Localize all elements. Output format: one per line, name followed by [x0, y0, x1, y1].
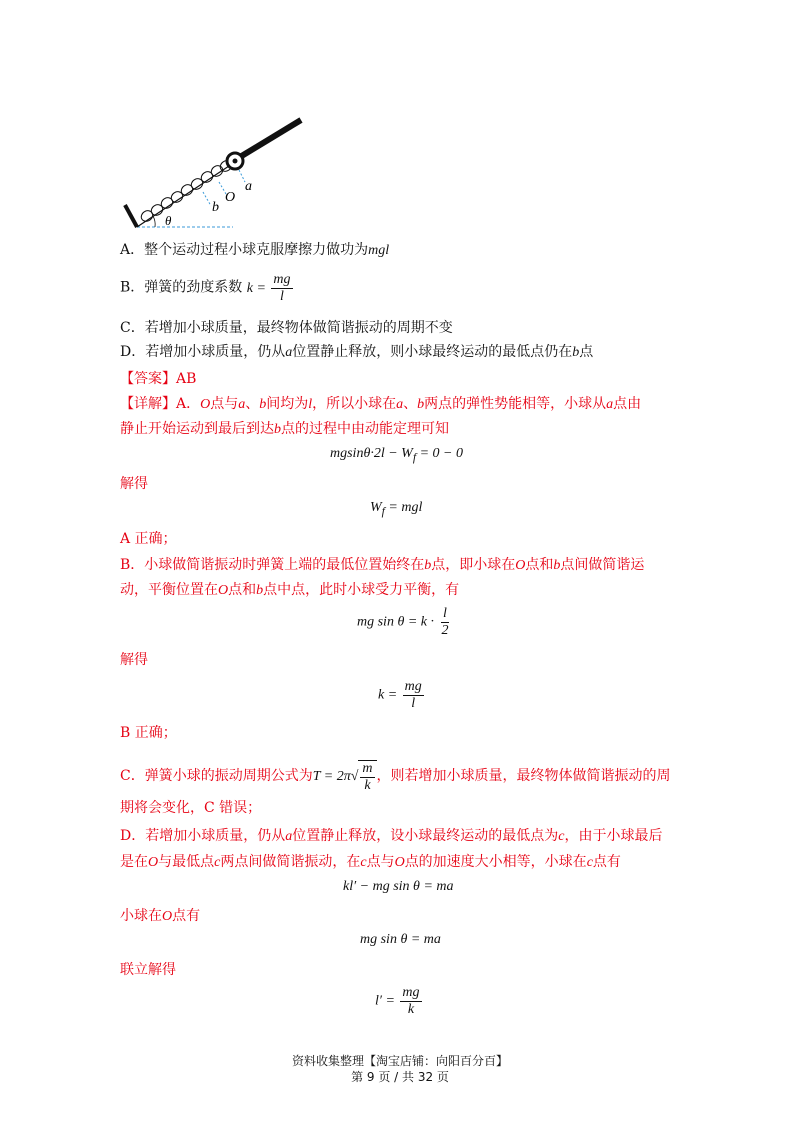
detail-a-line2: 静止开始运动到最后到达b点的过程中由动能定理可知 [120, 421, 449, 437]
detail-d-line2: 是在O与最低点c两点间做简谐振动，在c点与O点的加速度大小相等，小球在c点有 [120, 854, 621, 870]
equation-6: mg sin θ = ma [360, 932, 441, 947]
option-b [120, 272, 295, 305]
label-O: O [225, 190, 236, 205]
detail-b-line2: 动，平衡位置在O点和b点中点，此时小球受力平衡，有 [120, 582, 460, 598]
detail-c-line2: 期将会变化，C 错误； [120, 800, 262, 816]
option-a-text: A．整个运动过程小球克服摩擦力做功为 [120, 242, 369, 258]
equation-4: k = $\frac{mg}{l}$ [378, 679, 422, 711]
option-a-formula: mgl [368, 243, 390, 258]
option-b-formula: k = $\frac{mg}{l}$ [246, 272, 291, 304]
label-theta: θ [165, 213, 172, 228]
option-a [120, 240, 389, 261]
option-c [120, 318, 453, 338]
incline-line [137, 162, 235, 227]
equation-5: kl′ − mg sin θ = ma [343, 879, 454, 894]
option-b-text: B．弹簧的劲度系数 [120, 279, 243, 296]
equation-1: $mgsin\theta\cdot 2l - W_f = 0 - 0$ [330, 446, 463, 464]
footer-page-number: 第 9 页 / 共 32 页 [351, 1070, 449, 1084]
incline-spring-figure [115, 110, 315, 235]
solve-1: 解得 [120, 476, 148, 492]
rod [235, 120, 301, 160]
solve-2: 解得 [120, 652, 148, 668]
equation-7: l′ = $\frac{mg}{k}$ [375, 985, 420, 1017]
at-o: 小球在O点有 [120, 908, 201, 924]
b-correct: B 正确； [120, 725, 177, 741]
label-a: a [245, 179, 252, 194]
period-formula: T = 2π √ $\frac{m}{k}$ [313, 769, 377, 784]
equation-2: $W_f$ = mgl [370, 500, 423, 518]
label-b: b [212, 200, 219, 215]
combine: 联立解得 [120, 962, 176, 978]
answer: 【答案】AB [120, 371, 197, 387]
detail-a-line1: 【详解】A．O点与a、b间均为l，所以小球在a、b两点的弹性势能相等，小球从a点由 [120, 396, 642, 412]
equation-3: mg sin θ = k · $\frac{l}{2}$ [357, 606, 449, 638]
a-correct: A 正确； [120, 531, 177, 547]
option-c-text: C．若增加小球质量，最终物体做简谐振动的周期不变 [120, 320, 453, 336]
wall-stop [125, 205, 137, 227]
detail-b-line1: B．小球做简谐振动时弹簧上端的最低位置始终在b点，即小球在O点和b点间做简谐运 [120, 557, 645, 573]
option-d: D．若增加小球质量，仍从a位置静止释放，则小球最终运动的最低点仍在b点 [120, 344, 594, 360]
spring [139, 159, 234, 224]
footer-source: 资料收集整理【淘宝店铺：向阳百分百】 [291, 1054, 508, 1068]
detail-d-line1: D．若增加小球质量，仍从a位置静止释放，设小球最终运动的最低点为c，由于小球最后 [120, 828, 663, 844]
detail-c-line1: C．弹簧小球的振动周期公式为T = 2π √ $\frac{m}{k}$ ，则若增加小球质量，最终物体做简谐振动的周 [120, 761, 671, 793]
